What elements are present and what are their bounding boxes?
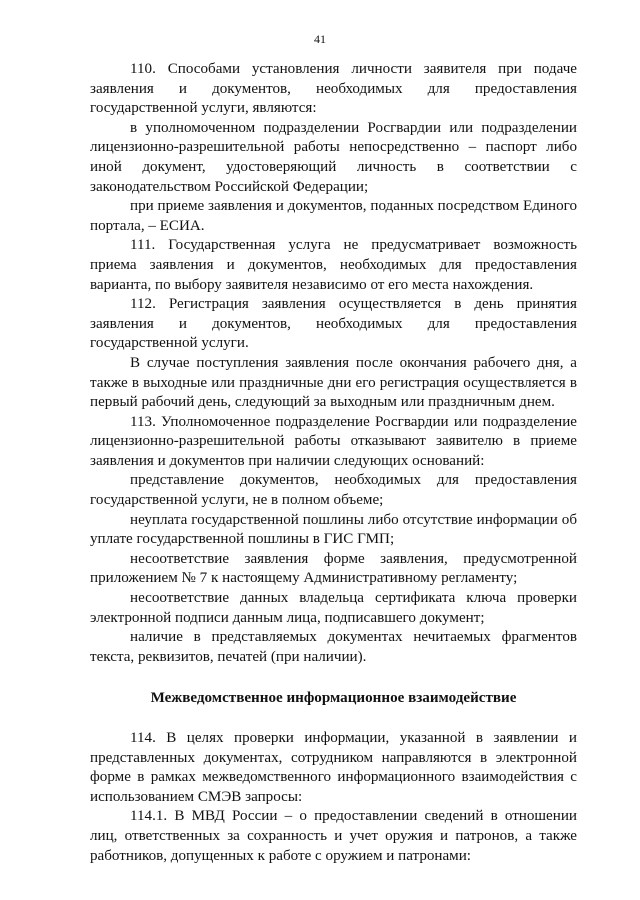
paragraph-112: 112. Регистрация заявления осуществляется в день принятия заявления и документов, необходимых для предоставления государственной услуги. <box>90 296 577 352</box>
paragraph-113-form: несоответствие заявления форме заявления, предусмотренной приложением № 7 к настоящему Административному регламенту; <box>90 550 577 587</box>
paragraph-110-portal: при приеме заявления и документов, поданных посредством Единого портала, – ЕСИА. <box>90 198 577 234</box>
paragraph-113-signature: несоответствие данных владельца сертификата ключа проверки электронной подписи данным лица, подписавшего документ; <box>90 590 577 626</box>
paragraph-113-incomplete: представление документов, необходимых для предоставления государственной услуги, не в полном объеме; <box>90 472 577 509</box>
paragraph-111: 111. Государственная услуга не предусматривает возможность приема заявления и документов, необходимых для предоставления варианта, по выбору заявителя независимо от его места нахождения. <box>90 237 577 293</box>
paragraph-110-rosgvardia: в уполномоченном подразделении Росгвардии или подразделении лицензионно-разрешительной работы непосредственно – паспорт либо иной документ, удостоверяющий личность в соответствии с законодательством Российской Федерации; <box>90 119 577 195</box>
paragraph-110: 110. Способами установления личности заявителя при подаче заявления и документов, необходимых для предоставления государственной услуги, являются: <box>90 61 577 117</box>
paragraph-114-1: 114.1. В МВД России – о предоставлении сведений в отношении лиц, ответственных за сохранность и учет оружия и патронов, а также работников, допущенных к работе с оружием и патронами: <box>90 808 577 864</box>
paragraph-112-weekend: В случае поступления заявления после окончания рабочего дня, а также в выходные или праздничные дни его регистрация осуществляется в первый рабочий день, следующий за выходным или праздничным днем. <box>90 354 577 411</box>
paragraph-113-unreadable: наличие в представляемых документах нечитаемых фрагментов текста, реквизитов, печатей (при наличии). <box>90 629 577 665</box>
document-body <box>90 60 577 866</box>
page-number: 41 <box>314 32 326 46</box>
paragraph-113: 113. Уполномоченное подразделение Росгвардии или подразделение лицензионно-разрешительной работы отказывают заявителю в приеме заявления и документов при наличии следующих оснований: <box>90 413 577 469</box>
section-heading: Межведомственное информационное взаимодействие <box>150 690 517 707</box>
paragraph-114: 114. В целях проверки информации, указанной в заявлении и представленных документах, сотрудником направляются в электронной форме в рамках межведомственного информационного взаимодействия с использованием СМЭВ запросы: <box>90 730 577 805</box>
paragraph-113-fee: неуплата государственной пошлины либо отсутствие информации об уплате государственной пошлины в ГИС ГМП; <box>90 511 577 548</box>
